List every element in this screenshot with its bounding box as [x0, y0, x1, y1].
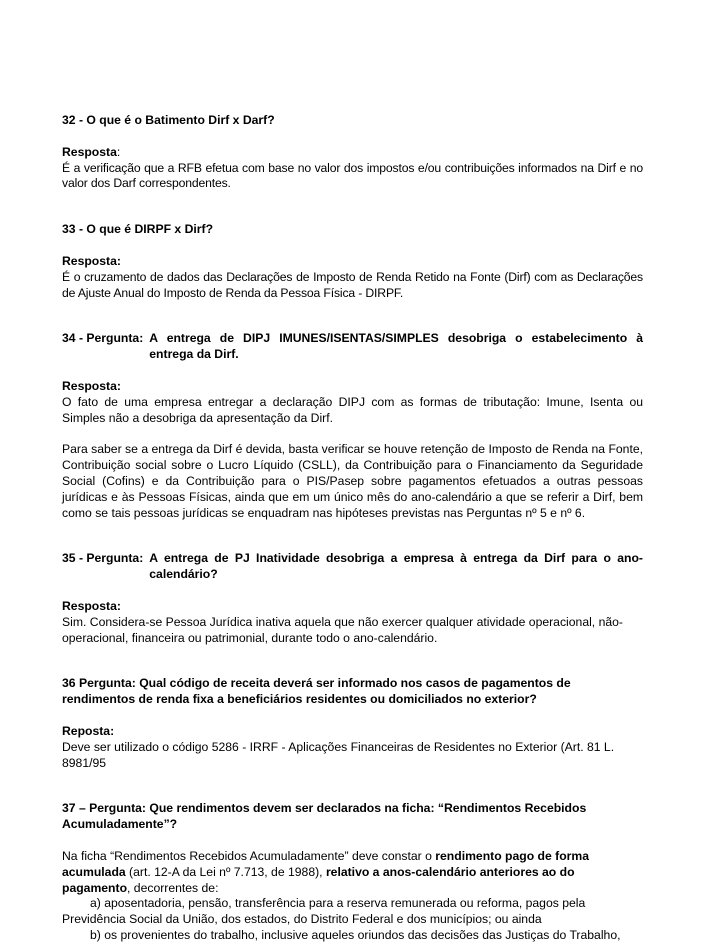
answer-37-intro-1: Na ficha “Rendimentos Recebidos Acumuladamente” deve constar o: [62, 848, 436, 863]
answer-33-label: Resposta:: [62, 253, 121, 268]
question-35: [62, 551, 643, 583]
answer-33-text: É o cruzamento de dados das Declarações de Imposto de Renda Retido na Fonte (Dirf) com as Declarações de Ajuste Anual do Imposto de Renda da Pessoa Física - DIRPF.: [62, 269, 643, 300]
answer-32-colon: :: [116, 144, 121, 159]
question-35-title: A entrega de PJ Inatividade desobriga a empresa à entrega da Dirf para o ano-calendário?: [149, 551, 643, 582]
question-36-title: 36 Pergunta: Qual código de receita deverá ser informado nos casos de pagamentos de rendimentos de renda fixa a beneficiários residentes ou domiciliados no exterior?: [62, 676, 571, 707]
answer-37-item-b: b) os provenientes do trabalho, inclusive aqueles oriundos das decisões das Justiças do Trabalho,: [90, 927, 621, 942]
answer-37-intro-3: , decorrentes de:: [127, 880, 219, 895]
document-page: [62, 113, 643, 944]
question-33-title: 33 - O que é DIRPF x Dirf?: [62, 222, 214, 237]
question-37-title: 37 – Pergunta: Que rendimentos devem ser declarados na ficha: “Rendimentos Recebidos Acumuladamente”?: [62, 801, 587, 832]
answer-35-text: Sim. Considera-se Pessoa Jurídica inativa aquela que não exercer qualquer atividade operacional, não-operacional, financeira ou patrimonial, durante todo o ano-calendário.: [62, 614, 623, 645]
answer-37-item-a-line-2: Previdência Social da União, dos estados, do Distrito Federal e dos municípios; ou ainda: [62, 912, 542, 927]
answer-32-label: Resposta: [62, 144, 117, 159]
answer-34-label: Resposta:: [62, 378, 121, 393]
question-35-number: 35 - Pergunta:: [62, 551, 144, 566]
answer-35-label: Resposta:: [62, 598, 121, 613]
question-34-number: 34 - Pergunta:: [62, 331, 144, 346]
answer-32-text: É a verificação que a RFB efetua com base no valor dos impostos e/ou contribuições informados na Dirf e no valor dos Darf correspondentes.: [62, 160, 643, 191]
answer-32-label-line: [62, 145, 643, 161]
answer-34-text: O fato de uma empresa entregar a declaração DIPJ com as formas de tributação: Imune, Isenta ou Simples não a desobriga da apresentação da Dirf.: [62, 394, 643, 425]
question-34-title: A entrega de DIPJ IMUNES/ISENTAS/SIMPLES desobriga o estabelecimento à entrega da Dirf.: [149, 331, 643, 362]
question-34: [62, 331, 643, 363]
answer-37-intro-2: (art. 12-A da Lei nº 7.713, de 1988),: [125, 864, 326, 879]
answer-37-intro: [62, 849, 643, 896]
question-32-title: 32 - O que é o Batimento Dirf x Darf?: [62, 113, 275, 127]
answer-37-item-a-line-1: a) aposentadoria, pensão, transferência para a reserva remunerada ou reforma, pagos pela: [90, 896, 586, 911]
answer-36-text: Deve ser utilizado o código 5286 - IRRF - Aplicações Financeiras de Residentes no Exterior (Art. 81 L. 8981/95: [62, 739, 615, 770]
answer-37-intro-bold-1: rendimento pago de forma acumulada: [62, 848, 589, 879]
answer-34-text-2: Para saber se a entrega da Dirf é devida, basta verificar se houve retenção de Imposto de Renda na Fonte, Contribuição social sobre o Lucro Líquido (CSLL), da Contribuição para o Financiamento da Seguridade Social (Cofins) e da Contribuição para o PIS/Pasep sobre pagamentos efetuados a outras pessoas jurídicas e às Pessoas Físicas, ainda que em um único mês do ano-calendário a que se referir a Dirf, bem como se tais pessoas jurídicas se enquadram nas hipóteses previstas nas Perguntas nº 5 e nº 6.: [62, 442, 643, 520]
answer-36-label: Reposta:: [62, 723, 115, 738]
answer-37-intro-bold-2: relativo a anos-calendário anteriores ao do pagamento: [62, 864, 575, 895]
